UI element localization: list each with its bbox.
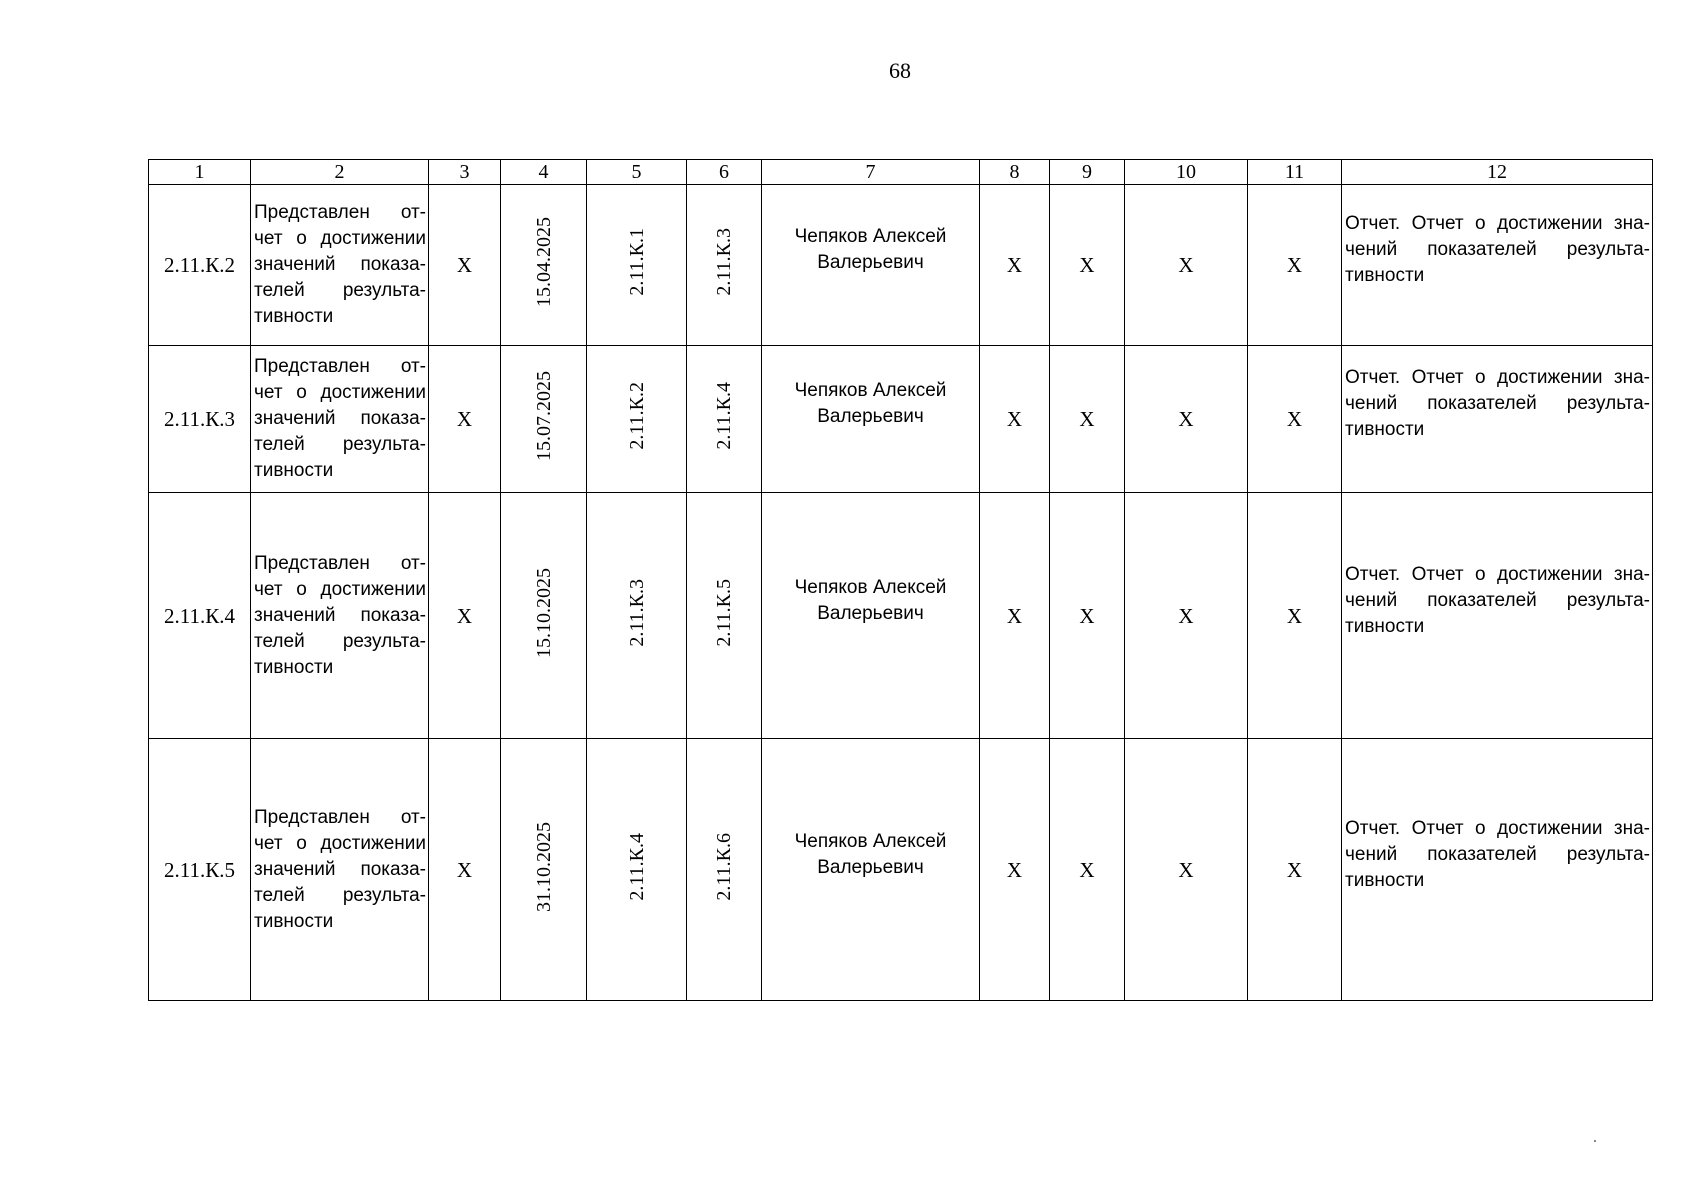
column-number: 10 — [1125, 160, 1248, 185]
table-row — [149, 346, 1653, 493]
responsible-person: Чепяков Алексей Валерьевич — [762, 346, 980, 493]
cell-mark: Х — [1248, 739, 1342, 1001]
predecessor-code: 2.11.К.1 — [625, 228, 648, 296]
cell-mark: Х — [1125, 346, 1248, 493]
table-row — [149, 739, 1653, 1001]
table-row — [149, 493, 1653, 739]
result-document: Отчет. Отчет о достижении зна-чений показателей результа-тивности — [1342, 185, 1653, 346]
successor-code: 2.11.К.4 — [713, 382, 735, 450]
cell-mark: Х — [980, 185, 1050, 346]
cell-mark: Х — [980, 493, 1050, 739]
table-row — [149, 185, 1653, 346]
control-point-code: 2.11.К.5 — [149, 739, 251, 1001]
result-document: Отчет. Отчет о достижении зна-чений показателей результа-тивности — [1342, 346, 1653, 493]
result-document: Отчет. Отчет о достижении зна-чений показателей результа-тивности — [1342, 739, 1653, 1001]
responsible-person: Чепяков Алексей Валерьевич — [762, 185, 980, 346]
successor-code: 2.11.К.5 — [713, 578, 735, 647]
deadline-cell — [501, 739, 587, 1001]
predecessor-cell — [587, 346, 687, 493]
cell-mark: Х — [1248, 346, 1342, 493]
cell-mark: Х — [1125, 739, 1248, 1001]
column-number: 1 — [149, 160, 251, 185]
cell-mark: Х — [1248, 493, 1342, 739]
cell-mark: Х — [980, 739, 1050, 1001]
cell-mark: Х — [1248, 185, 1342, 346]
successor-cell — [687, 493, 762, 739]
cell-mark: Х — [1125, 185, 1248, 346]
successor-cell — [687, 185, 762, 346]
cell-mark: Х — [980, 346, 1050, 493]
predecessor-cell — [587, 739, 687, 1001]
predecessor-code: 2.11.К.3 — [625, 578, 648, 647]
successor-cell — [687, 346, 762, 493]
deadline-date: 15.07.2025 — [532, 371, 555, 461]
column-number: 2 — [251, 160, 429, 185]
predecessor-code: 2.11.К.2 — [625, 382, 648, 450]
column-number: 3 — [429, 160, 501, 185]
cell-mark: Х — [1050, 185, 1125, 346]
control-point-description: Представлен от-чет о достижении значений показа-телей результа-тивности — [251, 493, 429, 739]
column-number-row — [149, 160, 1653, 185]
deadline-date: 15.04.2025 — [532, 217, 555, 307]
predecessor-cell — [587, 493, 687, 739]
predecessor-code: 2.11.К.4 — [625, 832, 648, 901]
deadline-date: 15.10.2025 — [532, 567, 555, 658]
deadline-cell — [501, 346, 587, 493]
column-number: 11 — [1248, 160, 1342, 185]
successor-code: 2.11.К.6 — [713, 832, 735, 901]
control-point-description: Представлен от-чет о достижении значений показа-телей результа-тивности — [251, 739, 429, 1001]
column-number: 7 — [762, 160, 980, 185]
deadline-cell — [501, 493, 587, 739]
control-point-description: Представлен от-чет о достижении значений показа-телей результа-тивности — [251, 185, 429, 346]
deadline-cell — [501, 185, 587, 346]
successor-cell — [687, 739, 762, 1001]
column-number: 9 — [1050, 160, 1125, 185]
page-number: 68 — [889, 58, 911, 83]
cell-mark: Х — [429, 346, 501, 493]
control-point-code: 2.11.К.3 — [149, 346, 251, 493]
control-points-table — [148, 159, 1653, 1001]
column-number: 5 — [587, 160, 687, 185]
column-number: 8 — [980, 160, 1050, 185]
cell-mark: Х — [429, 185, 501, 346]
control-point-code: 2.11.К.4 — [149, 493, 251, 739]
cell-mark: Х — [1050, 493, 1125, 739]
control-point-code: 2.11.К.2 — [149, 185, 251, 346]
cell-mark: Х — [429, 493, 501, 739]
control-point-description: Представлен от-чет о достижении значений показа-телей результа-тивности — [251, 346, 429, 493]
predecessor-cell — [587, 185, 687, 346]
scan-speck — [1594, 1140, 1596, 1142]
responsible-person: Чепяков Алексей Валерьевич — [762, 739, 980, 1001]
column-number: 12 — [1342, 160, 1653, 185]
column-number: 4 — [501, 160, 587, 185]
deadline-date: 31.10.2025 — [532, 821, 555, 912]
cell-mark: Х — [1050, 346, 1125, 493]
column-number: 6 — [687, 160, 762, 185]
cell-mark: Х — [1125, 493, 1248, 739]
cell-mark: Х — [1050, 739, 1125, 1001]
responsible-person: Чепяков Алексей Валерьевич — [762, 493, 980, 739]
cell-mark: Х — [429, 739, 501, 1001]
result-document: Отчет. Отчет о достижении зна-чений показателей результа-тивности — [1342, 493, 1653, 739]
successor-code: 2.11.К.3 — [713, 228, 735, 296]
